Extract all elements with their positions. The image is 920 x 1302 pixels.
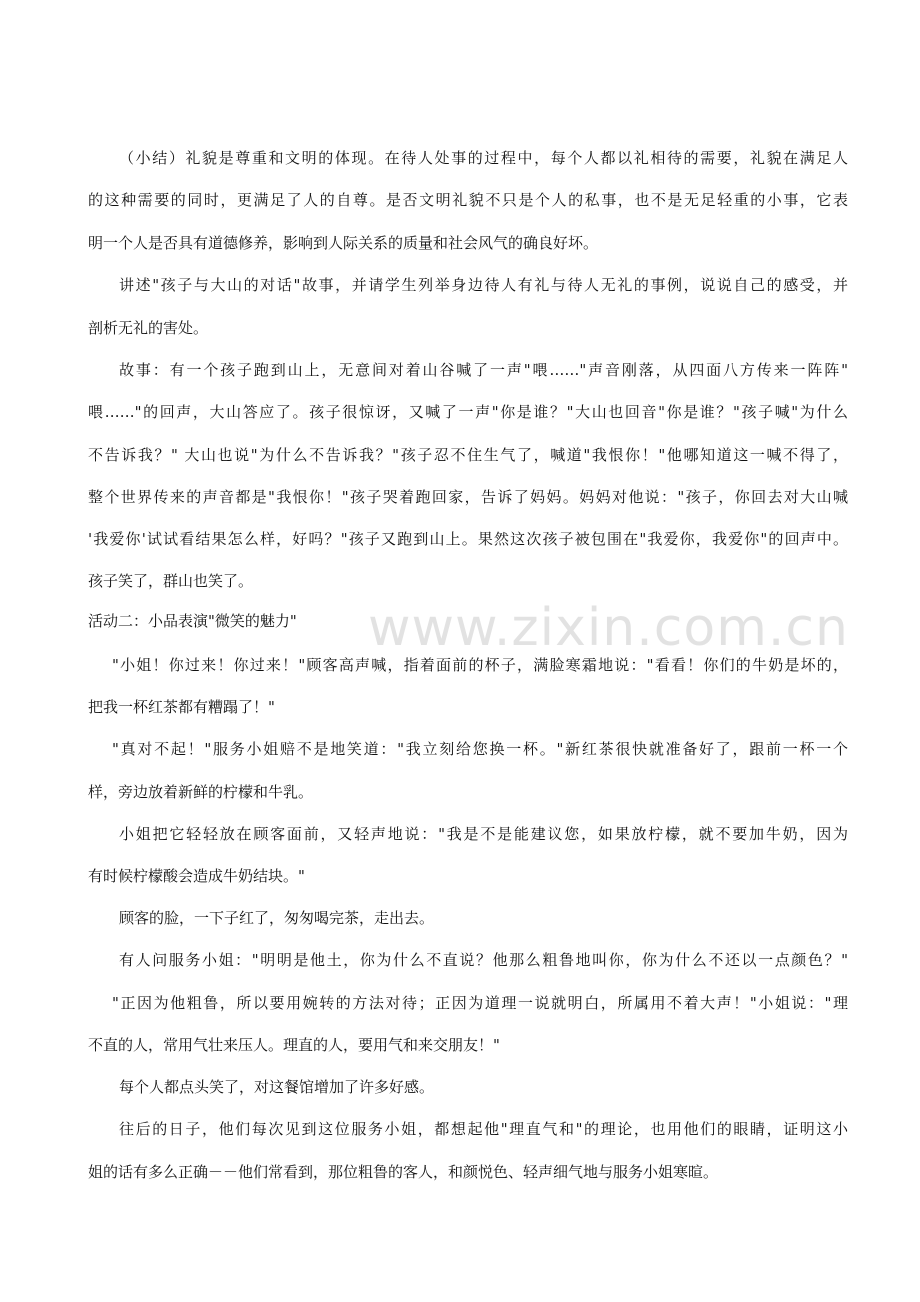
paragraph-summary-line-1: （小结）礼貌是尊重和文明的体现。在待人处事的过程中，每个人都以礼相待的需要，礼貌在满足人 bbox=[119, 149, 848, 167]
paragraph-skit-line-9: "正因为他粗鲁，所以要用婉转的方法对待；正因为道理一说就明白，所属用不着大声！"小姐说："理 bbox=[112, 994, 848, 1012]
paragraph-skit-line-13: 姐的话有多么正确－－他们常看到，那位粗鲁的客人，和颜悦色、轻声细气地与服务小姐寒暄。 bbox=[88, 1163, 719, 1181]
paragraph-skit-line-10: 不直的人，常用气壮来压人。理直的人，要用气和来交朋友！" bbox=[88, 1036, 500, 1054]
activity-heading: 活动二：小品表演"微笑的魅力" bbox=[88, 612, 297, 630]
paragraph-skit-line-12: 往后的日子，他们每次见到这位服务小姐，都想起他"理直气和"的理论，也用他们的眼睛，证明这小 bbox=[119, 1120, 848, 1138]
paragraph-summary-line-2: 的这种需要的同时，更满足了人的自尊。是否文明礼貌不只是个人的私事，也不是无足轻重的小事，它表 bbox=[88, 191, 848, 209]
paragraph-skit-line-1: "小姐！你过来！你过来！"顾客高声喊，指着面前的杯子，满脸寒霜地说："看看！你们的牛奶是坏的， bbox=[112, 656, 848, 674]
paragraph-story-line-3: 不告诉我？" 大山也说"为什么不告诉我？"孩子忍不住生气了，喊道"我恨你！"他哪知道这一喊不得了， bbox=[88, 446, 848, 464]
paragraph-story-line-2: 喂……"的回声，大山答应了。孩子很惊讶，又喊了一声"你是谁？"大山也回音"你是谁？"孩子喊"为什么 bbox=[88, 403, 848, 421]
paragraph-skit-line-2: 把我一杯红茶都有糟蹋了！" bbox=[88, 698, 275, 716]
paragraph-skit-line-5: 小姐把它轻轻放在顾客面前，又轻声地说："我是不是能建议您，如果放柠檬，就不要加牛奶，因为 bbox=[119, 825, 848, 843]
paragraph-skit-line-3: "真对不起！"服务小姐赔不是地笑道："我立刻给您换一杯。"新红茶很快就准备好了，跟前一杯一个 bbox=[112, 740, 848, 758]
paragraph-narration-line-2: 剖析无礼的害处。 bbox=[88, 319, 209, 337]
paragraph-skit-line-7: 顾客的脸，一下子红了，匆匆喝完茶，走出去。 bbox=[119, 909, 435, 927]
paragraph-skit-line-8: 有人问服务小姐："明明是他土，你为什么不直说？他那么粗鲁地叫你，你为什么不还以一点颜色？" bbox=[119, 951, 848, 969]
paragraph-story-line-5: '我爱你'试试看结果怎么样，好吗？"孩子又跑到山上。果然这次孩子被包围在"我爱你，我爱你"的回声中。 bbox=[88, 530, 848, 548]
watermark: www.zixin.com.cn bbox=[368, 598, 849, 658]
paragraph-story-line-1: 故事：有一个孩子跑到山上，无意间对着山谷喊了一声"喂……"声音刚落，从四面八方传来一阵阵" bbox=[119, 361, 848, 379]
paragraph-summary-line-3: 明一个人是否具有道德修养，影响到人际关系的质量和社会风气的确良好坏。 bbox=[88, 234, 599, 252]
paragraph-narration-line-1: 讲述"孩子与大山的对话"故事，并请学生列举身边待人有礼与待人无礼的事例，说说自己的感受，并 bbox=[119, 276, 848, 294]
paragraph-skit-line-11: 每个人都点头笑了，对这餐馆增加了许多好感。 bbox=[119, 1078, 435, 1096]
paragraph-skit-line-4: 样，旁边放着新鲜的柠檬和牛乳。 bbox=[88, 783, 314, 801]
paragraph-skit-line-6: 有时候柠檬酸会造成牛奶结块。" bbox=[88, 867, 305, 885]
paragraph-story-line-4: 整个世界传来的声音都是"我恨你！"孩子哭着跑回家，告诉了妈妈。妈妈对他说："孩子，你回去对大山喊 bbox=[88, 488, 848, 506]
paragraph-story-line-6: 孩子笑了，群山也笑了。 bbox=[88, 572, 254, 590]
